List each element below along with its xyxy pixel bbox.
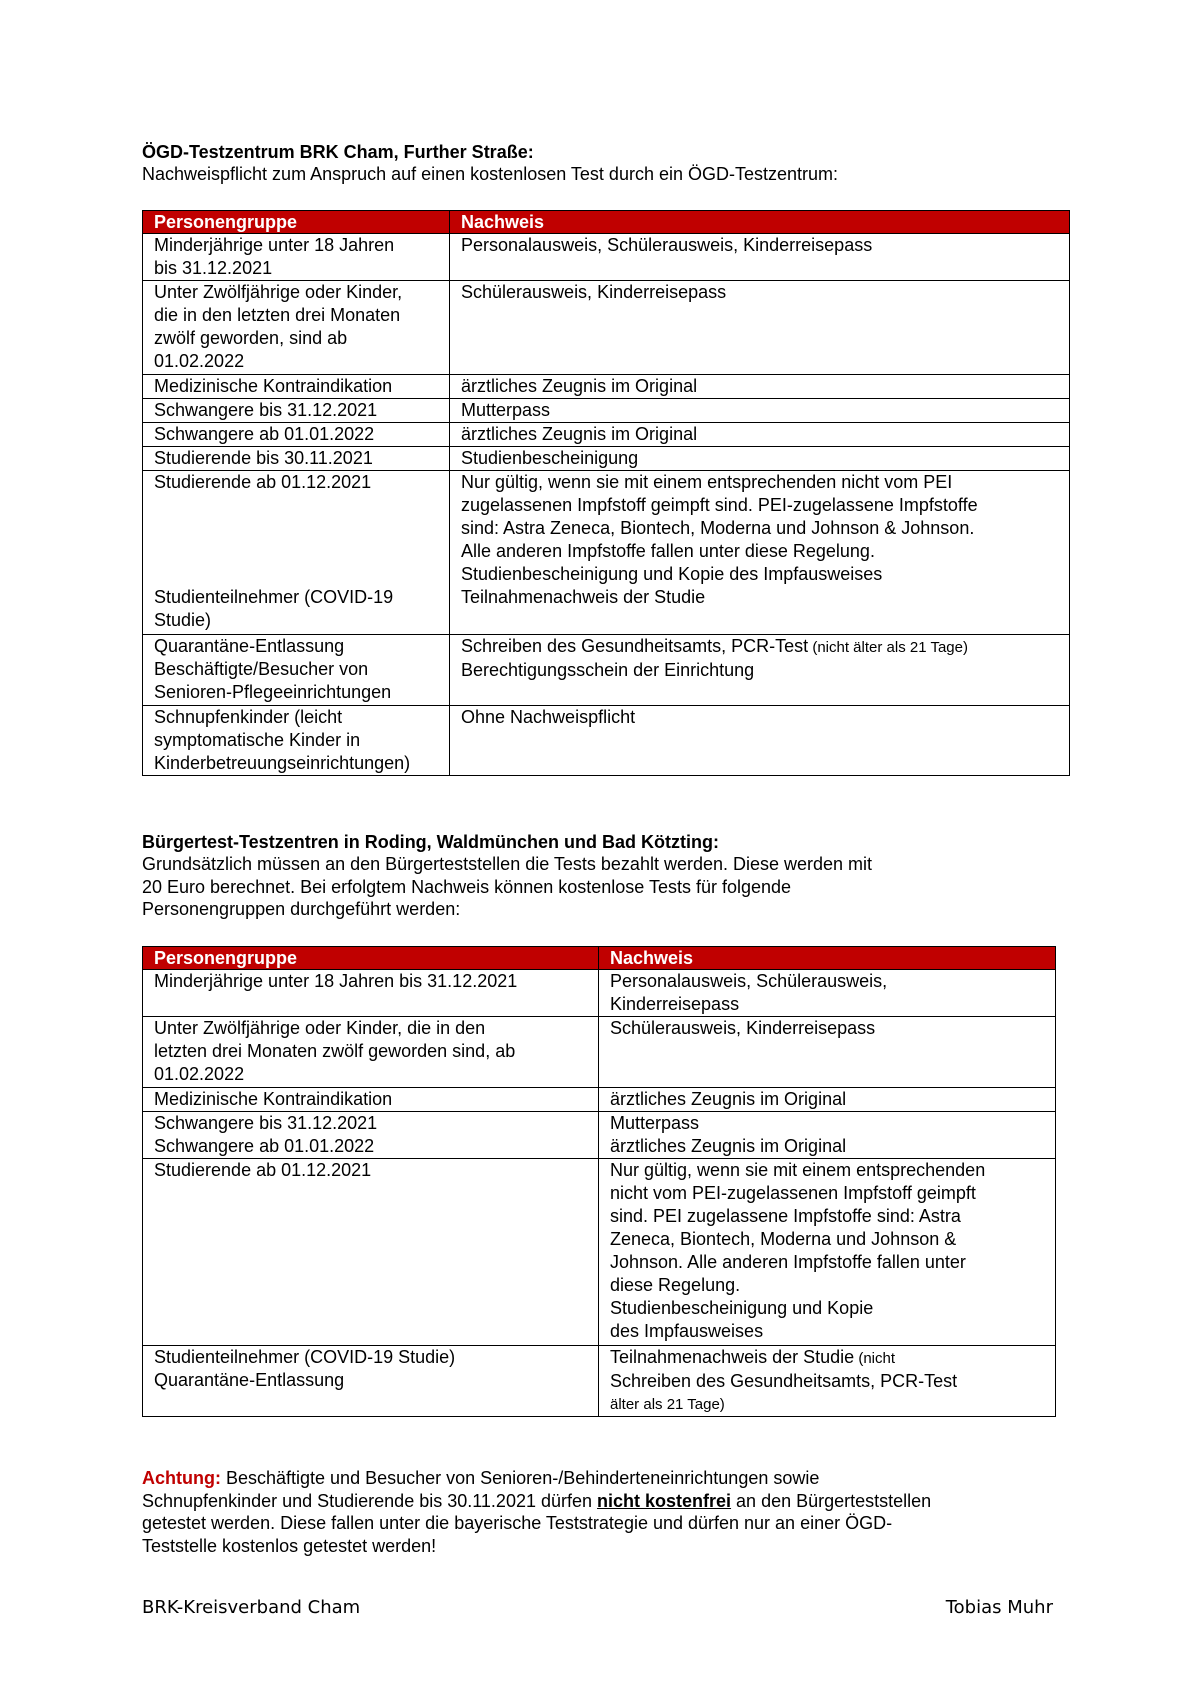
cell-line: Alle anderen Impfstoffe fallen unter diese Regelung.: [461, 541, 875, 561]
cell-line: ärztliches Zeugnis im Original: [610, 1089, 847, 1109]
cell-line: Nur gültig, wenn sie mit einem entsprechenden: [610, 1160, 986, 1180]
table-row: [143, 471, 1070, 635]
cell-line: diese Regelung.: [610, 1275, 741, 1295]
cell-line: [154, 494, 449, 517]
cell-line: nicht vom PEI-zugelassenen Impfstoff geimpft: [610, 1183, 976, 1203]
s1-cell-right: [450, 447, 1070, 471]
cell-line: Studie): [154, 610, 212, 630]
cell-line: Mutterpass: [610, 1113, 700, 1133]
cell-line: zwölf geworden, sind ab: [154, 328, 348, 348]
s1-cell-right: [450, 399, 1070, 423]
s1-cell-left: [143, 375, 450, 399]
table-row: [143, 234, 1070, 281]
cell-line: Schwangere ab 01.01.2022: [154, 1136, 375, 1156]
cell-line: des Impfausweises: [610, 1321, 764, 1341]
table-oegd: [142, 210, 1070, 776]
cell-line: Studienbescheinigung: [461, 448, 639, 468]
cell-line: 01.02.2022: [154, 351, 245, 371]
cell-line: Nur gültig, wenn sie mit einem entsprechenden nicht vom PEI: [461, 472, 953, 492]
s1-cell-right: [450, 281, 1070, 375]
cell-line: Quarantäne-Entlassung: [154, 636, 345, 656]
s2-cell-left: [143, 1017, 599, 1088]
s1-cell-right: [450, 635, 1070, 706]
notice-label: Achtung:: [142, 1468, 221, 1488]
s2-cell-right: [599, 1112, 1056, 1159]
s1-cell-left: [143, 447, 450, 471]
cell-line: Kinderbetreuungseinrichtungen): [154, 753, 411, 773]
cell-line: Beschäftigte/Besucher von: [154, 659, 369, 679]
s2-cell-right: [599, 1088, 1056, 1112]
cell-line: die in den letzten drei Monaten: [154, 305, 401, 325]
s2-cell-right: [599, 1017, 1056, 1088]
s1-cell-left: [143, 399, 450, 423]
s1-cell-right: [450, 423, 1070, 447]
cell-line: Unter Zwölfjährige oder Kinder,: [154, 282, 403, 302]
cell-line: Minderjährige unter 18 Jahren: [154, 235, 395, 255]
s2-cell-right: [599, 1346, 1056, 1417]
cell-line: bis 31.12.2021: [154, 258, 273, 278]
s1-header-nachweis: Nachweis: [450, 211, 1070, 234]
cell-line: Schreiben des Gesundheitsamts, PCR-Test (nicht älter als 21 Tage): [461, 636, 968, 656]
s2-cell-left: [143, 1088, 599, 1112]
cell-line: sind: Astra Zeneca, Biontech, Moderna und Johnson & Johnson.: [461, 518, 975, 538]
cell-line: Schwangere ab 01.01.2022: [154, 424, 375, 444]
s2-cell-right: [599, 1159, 1056, 1346]
table-row: [143, 399, 1070, 423]
footer-right: Tobias Muhr: [945, 1597, 1053, 1618]
cell-line: Zeneca, Biontech, Moderna und Johnson &: [610, 1229, 957, 1249]
cell-line: Schreiben des Gesundheitsamts, PCR-Test: [610, 1371, 958, 1391]
table-row: [143, 970, 1056, 1017]
cell-line: Quarantäne-Entlassung: [154, 1370, 345, 1390]
s2-header-nachweis: Nachweis: [599, 947, 1056, 970]
table-buergertest: [142, 946, 1056, 1417]
s2-header-personengruppe: Personengruppe: [143, 947, 599, 970]
cell-line: Studierende ab 01.12.2021: [154, 472, 372, 492]
cell-line: letzten drei Monaten zwölf geworden sind, ab: [154, 1041, 516, 1061]
table-row: [143, 1112, 1056, 1159]
s1-cell-right: [450, 375, 1070, 399]
s2-cell-left: [143, 1112, 599, 1159]
cell-line: Schwangere bis 31.12.2021: [154, 400, 378, 420]
cell-line: ärztliches Zeugnis im Original: [610, 1136, 847, 1156]
cell-line: ärztliches Zeugnis im Original: [461, 424, 698, 444]
table-row: [143, 447, 1070, 471]
cell-line: [154, 563, 449, 586]
cell-line: 01.02.2022: [154, 1064, 245, 1084]
cell-line: Minderjährige unter 18 Jahren bis 31.12.2021: [154, 971, 518, 991]
s1-header-personengruppe: Personengruppe: [143, 211, 450, 234]
cell-line: Studienteilnehmer (COVID-19: [154, 587, 394, 607]
cell-line: Teilnahmenachweis der Studie (nicht: [610, 1347, 896, 1367]
s1-cell-left: [143, 706, 450, 776]
s2-cell-left: [143, 970, 599, 1017]
cell-line: Schülerausweis, Kinderreisepass: [461, 282, 727, 302]
s1-cell-left: [143, 234, 450, 281]
section2-heading: Bürgertest-Testzentren in Roding, Waldmünchen und Bad Kötzting:: [142, 832, 719, 852]
cell-line: Teilnahmenachweis der Studie: [461, 587, 706, 607]
cell-line: Schwangere bis 31.12.2021: [154, 1113, 378, 1133]
s1-cell-right: [450, 471, 1070, 635]
cell-line: Johnson. Alle anderen Impfstoffe fallen unter: [610, 1252, 966, 1272]
cell-line: Medizinische Kontraindikation: [154, 376, 393, 396]
cell-line: Senioren-Pflegeeinrichtungen: [154, 682, 392, 702]
cell-line: ärztliches Zeugnis im Original: [461, 376, 698, 396]
nicht-kostenfrei: nicht kostenfrei: [597, 1490, 732, 1511]
cell-line: [154, 517, 449, 540]
cell-line: Berechtigungsschein der Einrichtung: [461, 660, 755, 680]
table-row: [143, 706, 1070, 776]
table-row: [143, 375, 1070, 399]
cell-line: Personalausweis, Schülerausweis, Kinderreisepass: [461, 235, 873, 255]
section2-intro: Grundsätzlich müssen an den Bürgerteststellen die Tests bezahlt werden. Diese werden mit 20 Euro berechnet. Bei erfolgtem Nachweis können kostenlose Tests für folgende Personengruppen durchgeführt werden:: [142, 854, 873, 919]
table-row: [143, 635, 1070, 706]
cell-line: Studienteilnehmer (COVID-19 Studie): [154, 1347, 456, 1367]
s1-cell-right: [450, 234, 1070, 281]
cell-line: [154, 540, 449, 563]
s1-cell-right: [450, 706, 1070, 776]
cell-line: Kinderreisepass: [610, 994, 740, 1014]
s2-cell-left: [143, 1159, 599, 1346]
cell-line: sind. PEI zugelassene Impfstoffe sind: Astra: [610, 1206, 961, 1226]
s2-cell-right: [599, 970, 1056, 1017]
cell-line: Studierende bis 30.11.2021: [154, 448, 373, 468]
section1-intro: Nachweispflicht zum Anspruch auf einen kostenlosen Test durch ein ÖGD-Testzentrum:: [142, 164, 839, 184]
cell-line: zugelassenen Impfstoff geimpft sind. PEI-zugelassene Impfstoffe: [461, 495, 978, 515]
table-row: [143, 1017, 1056, 1088]
s1-cell-left: [143, 281, 450, 375]
cell-line: Studienbescheinigung und Kopie des Impfausweises: [461, 564, 883, 584]
s1-cell-left: [143, 635, 450, 706]
cell-line: Studienbescheinigung und Kopie: [610, 1298, 874, 1318]
cell-line: älter als 21 Tage): [610, 1396, 725, 1413]
cell-line: Studierende ab 01.12.2021: [154, 1160, 372, 1180]
cell-line: Medizinische Kontraindikation: [154, 1089, 393, 1109]
s2-cell-left: [143, 1346, 599, 1417]
footer-left: BRK-Kreisverband Cham: [142, 1597, 361, 1618]
table-row: [143, 1346, 1056, 1417]
cell-line: Schnupfenkinder (leicht: [154, 707, 343, 727]
notice: Achtung: Beschäftigte und Besucher von Senioren-/Behinderteneinrichtungen sowie Schnupfenkinder und Studierende bis 30.11.2021 dürfen nicht kostenfrei an den Bürgerteststellen getestet werden. Diese fallen unter die bayerische Teststrategie und dürfen nur an einer ÖGD- Teststelle kostenlos getestet werden!: [142, 1468, 932, 1556]
s1-cell-left: [143, 471, 450, 635]
table-row: [143, 1088, 1056, 1112]
table-row: [143, 423, 1070, 447]
s1-cell-left: [143, 423, 450, 447]
cell-line: symptomatische Kinder in: [154, 730, 361, 750]
cell-line: Unter Zwölfjährige oder Kinder, die in den: [154, 1018, 486, 1038]
section1-heading: ÖGD-Testzentrum BRK Cham, Further Straße:: [142, 142, 534, 162]
table-row: [143, 281, 1070, 375]
cell-line: Mutterpass: [461, 400, 551, 420]
table-row: [143, 1159, 1056, 1346]
cell-line: Ohne Nachweispflicht: [461, 707, 636, 727]
cell-line: Personalausweis, Schülerausweis,: [610, 971, 888, 991]
cell-line: Schülerausweis, Kinderreisepass: [610, 1018, 876, 1038]
